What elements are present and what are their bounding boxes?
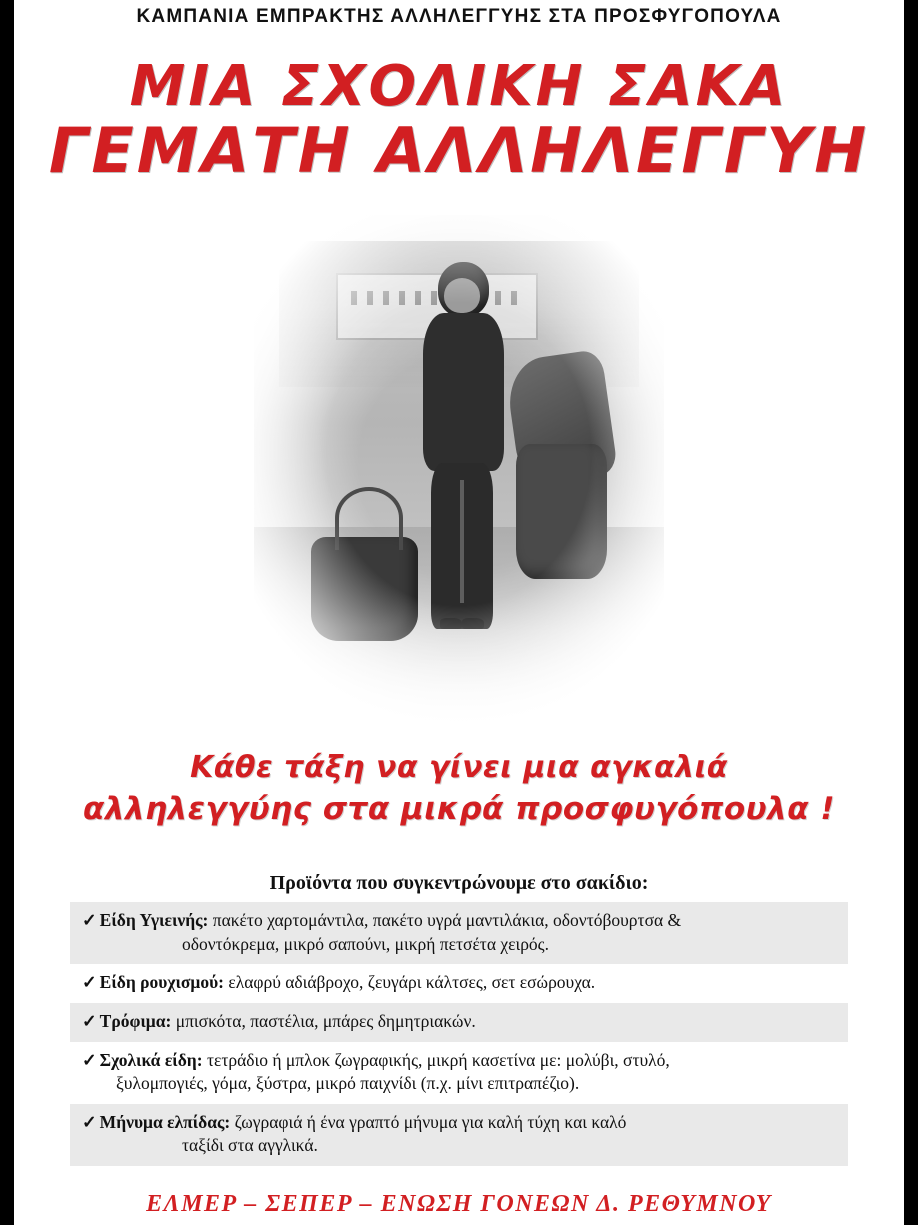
list-item — [70, 902, 848, 964]
check-icon: ✓ — [82, 910, 97, 930]
list-item — [70, 964, 848, 1003]
photo-child-figure — [410, 262, 517, 657]
child-face — [444, 278, 480, 314]
poster-footer-text: ΕΛΜΕΡ – ΣΕΠΕΡ – ΕΝΩΣΗ ΓΟΝΕΩΝ Δ. ΡΕΘΥΜΝΟΥ — [146, 1190, 772, 1217]
child-shoe-left — [440, 618, 462, 630]
photo-bag-left — [311, 537, 418, 641]
child-torso — [423, 313, 504, 471]
poster-subtitle-line1: Κάθε τάξη να γίνει μια αγκαλιά — [190, 750, 728, 785]
list-item-text: ζωγραφιά ή ένα γραπτό μήνυμα για καλή τύχη και καλό — [230, 1111, 627, 1132]
list-item-text-second: οδοντόκρεμα, μικρό σαπούνι, μικρή πετσέτα χειρός. — [182, 933, 549, 954]
poster-subtitle — [14, 748, 904, 830]
list-item-text: μπισκότα, παστέλια, μπάρες δημητριακών. — [171, 1010, 476, 1031]
list-item — [70, 1104, 848, 1166]
list-item-text-second: ξυλομπογιές, γόμα, ξύστρα, μικρό παιχνίδι (π.χ. μίνι επιτραπέζιο). — [116, 1073, 580, 1094]
items-list — [70, 902, 848, 1166]
page-title-line2: ΓΕΜΑΤΗ ΑΛΛΗΛΕΓΓΥΗ — [48, 114, 870, 188]
list-item-label: Τρόφιμα: — [99, 1010, 172, 1031]
list-item-text: τετράδιο ή μπλοκ ζωγραφικής, μικρή κασετίνα με: μολύβι, στυλό, — [202, 1049, 670, 1070]
list-item — [70, 1042, 848, 1104]
list-item-text-second: ταξίδι στα αγγλικά. — [182, 1135, 318, 1156]
photo-bag-right — [516, 444, 606, 579]
page-title — [14, 54, 904, 188]
campaign-banner-text: ΚΑΜΠΑΝΙΑ ΕΜΠΡΑΚΤΗΣ ΑΛΛΗΛΕΓΓΥΗΣ ΣΤΑ ΠΡΟΣΦΥΓΟΠΟΥΛΑ — [136, 6, 782, 27]
poster-photo — [254, 215, 664, 735]
check-icon: ✓ — [82, 1049, 97, 1070]
items-list-title: Προϊόντα που συγκεντρώνουμε στο σακίδιο: — [269, 872, 649, 894]
page-title-line1: ΜΙΑ ΣΧΟΛΙΚΗ ΣΑΚΑ — [129, 54, 789, 119]
list-item-text: ελαφρύ αδιάβροχο, ζευγάρι κάλτσες, σετ εσώρουχα. — [223, 972, 596, 993]
list-item-label: Σχολικά είδη: — [99, 1049, 203, 1070]
list-item-label: Είδη Υγιεινής: — [99, 910, 209, 930]
poster-subtitle-line2: αλληλεγγύης στα μικρά προσφυγόπουλα ! — [83, 790, 835, 827]
poster-footer — [14, 1183, 904, 1225]
list-item-label: Μήνυμα ελπίδας: — [99, 1111, 231, 1132]
list-item-label: Είδη ρουχισμού: — [99, 972, 224, 993]
photo-frame — [254, 215, 664, 735]
child-shoe-right — [462, 618, 484, 630]
check-icon: ✓ — [82, 1010, 97, 1031]
check-icon: ✓ — [82, 972, 97, 993]
check-icon: ✓ — [82, 1111, 97, 1132]
campaign-banner — [14, 0, 904, 34]
list-item-text: πακέτο χαρτομάντιλα, πακέτο υγρά μαντιλάκια, οδοντόβουρτσα & — [208, 910, 682, 930]
list-item — [70, 1003, 848, 1042]
child-legs — [431, 463, 493, 629]
